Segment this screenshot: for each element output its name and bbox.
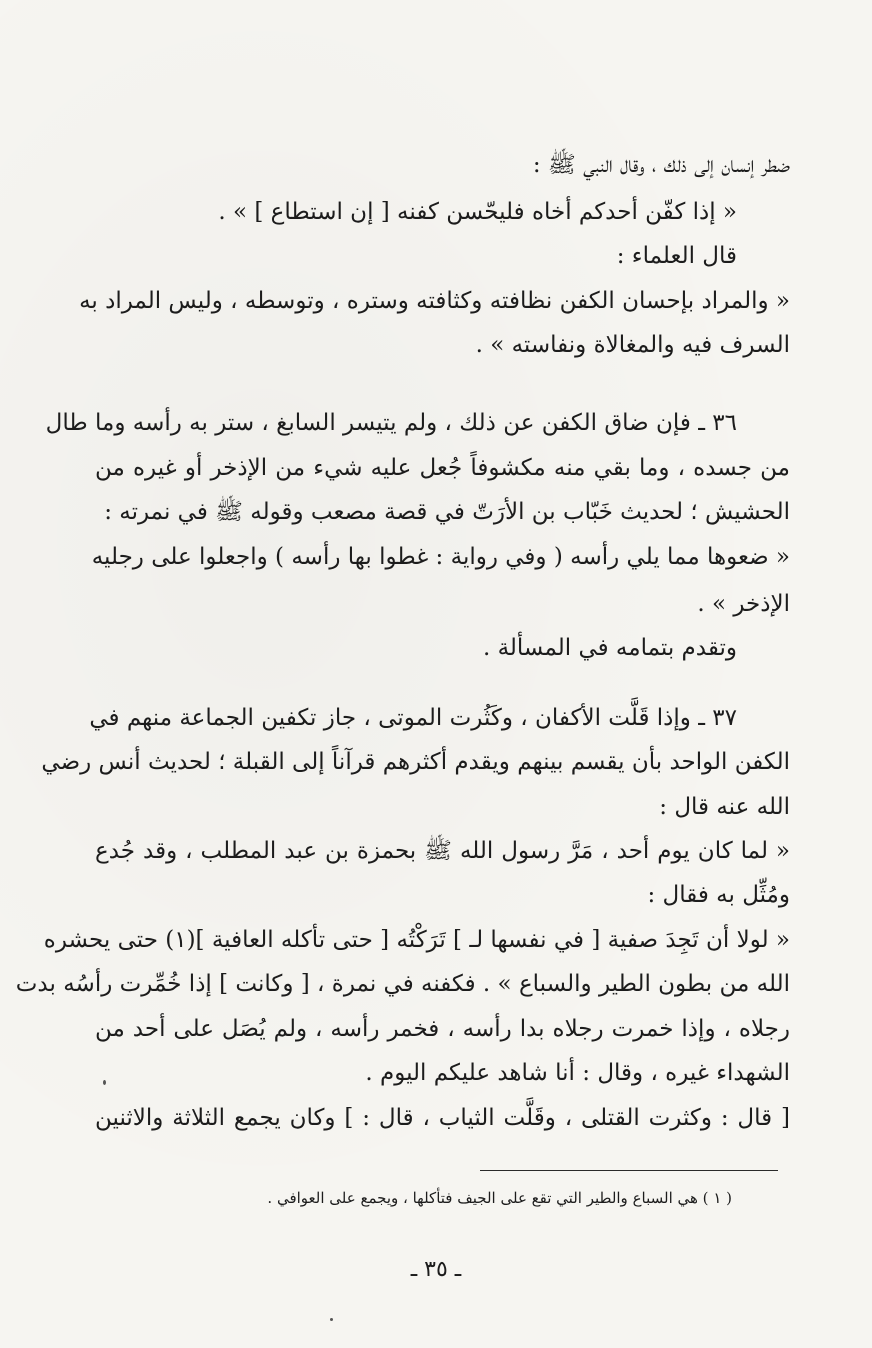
page-number: ـ ٣٥ ـ <box>410 1257 462 1282</box>
text-line: « إذا كفّن أحدكم أخاه فليحّسن كفنه [ إن استطاع ] » . <box>218 199 737 225</box>
ink-speck <box>103 1080 106 1085</box>
text-line: وتقدم بتمامه في المسألة . <box>482 635 737 661</box>
text-line: رجلاه ، وإذا خمرت رجلاه بدا رأسه ، فخمر رأسه ، ولم يُصَل على أحد من <box>95 1016 790 1042</box>
text-line: الحشيش ؛ لحديث خَبّاب بن الأرَتّ في قصة مصعب وقوله ﷺ في نمرته : <box>104 499 790 525</box>
text-line: الشهداء غيره ، وقال : أنا شاهد عليكم اليوم . <box>365 1060 790 1086</box>
text-line: الإذخر » . <box>697 591 790 617</box>
text-line: الله عنه قال : <box>659 794 790 820</box>
text-line: ٣٦ ـ فإن ضاق الكفن عن ذلك ، ولم يتيسر السابغ ، ستر به رأسه وما طال <box>45 410 737 436</box>
text-line: « والمراد بإحسان الكفن نظافته وكثافته وستره ، وتوسطه ، وليس المراد به <box>79 288 790 314</box>
text-line: « لولا أن تَجِدَ صفية [ في نفسها لـ ] تَرَكْتُه [ حتى تأكله العافية ](١) حتى يحشره <box>43 927 790 953</box>
text-line: ضطر إنسان إلى ذلك ، وقال النبي ﷺ : <box>532 152 790 178</box>
text-line: السرف فيه والمغالاة ونفاسته » . <box>475 332 790 358</box>
text-line: ٣٧ ـ وإذا قَلَّت الأكفان ، وكَثُرت الموتى ، جاز تكفين الجماعة منهم في <box>89 705 737 731</box>
text-line: « لما كان يوم أحد ، مَرَّ رسول الله ﷺ بحمزة بن عبد المطلب ، وقد جُدع <box>95 838 790 864</box>
text-line: من جسده ، وما بقي منه مكشوفاً جُعل عليه شيء من الإذخر أو غيره من <box>95 455 790 481</box>
text-line: قال العلماء : <box>616 243 737 269</box>
footnote-divider <box>480 1170 778 1171</box>
text-line: الكفن الواحد بأن يقسم بينهم ويقدم أكثرهم قرآناً إلى القبلة ؛ لحديث أنس رضي <box>41 749 790 775</box>
ink-speck <box>330 1318 333 1321</box>
text-line: ومُثِّل به فقال : <box>647 882 790 908</box>
text-line: الله من بطون الطير والسباع » . فكفنه في نمرة ، [ وكانت ] إذا خُمِّرت رأسُه بدت <box>15 971 790 997</box>
text-line: [ قال : وكثرت القتلى ، وقَلَّت الثياب ، قال : ] وكان يجمع الثلاثة والاثنين <box>95 1105 790 1131</box>
text-line: « ضعوها مما يلي رأسه ( وفي رواية : غطوا بها رأسه ) واجعلوا على رجليه <box>91 544 790 570</box>
footnote: ( ١ ) هي السباع والطير التي تقع على الجيف فتأكلها ، ويجمع على العوافي . <box>267 1189 732 1207</box>
